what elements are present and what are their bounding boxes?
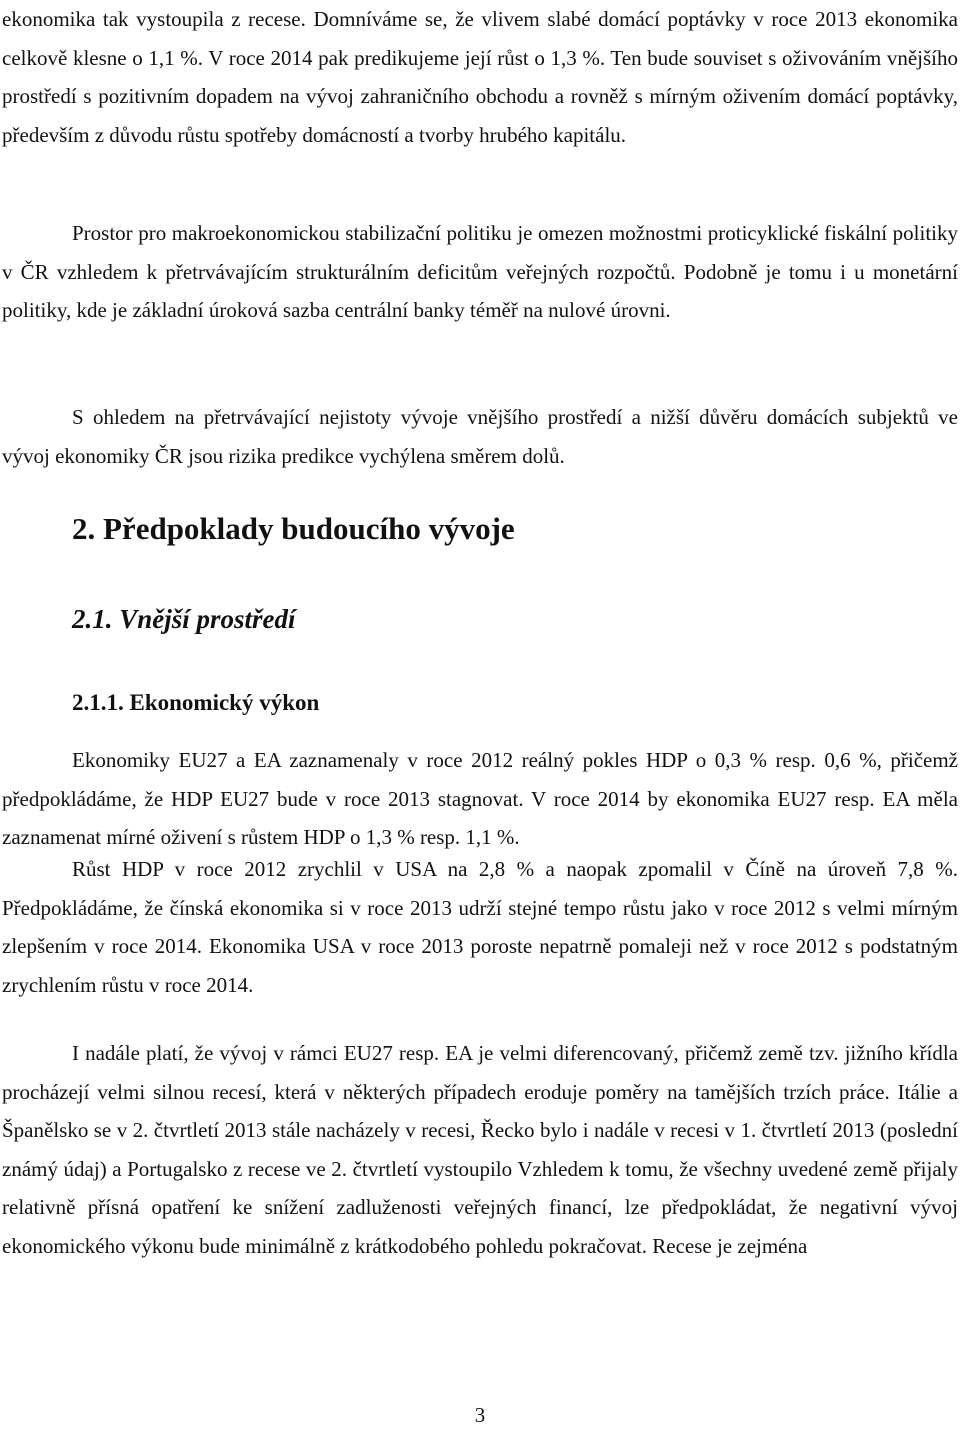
paragraph-stabilization-policy: Prostor pro makroekonomickou stabilizační politiku je omezen možnostmi proticyklické fiskální politiky v ČR vzhledem k přetrvávajícím strukturálním deficitům veřejných rozpočtů. Podobně je tomu i u monetární politiky, kde je základní úroková sazba centrální banky téměř na nulové úrovni.	[2, 221, 958, 322]
subsection-heading: 2.1. Vnější prostředí	[72, 604, 296, 634]
paragraph-southern-europe: I nadále platí, že vývoj v rámci EU27 resp. EA je velmi diferencovaný, přičemž země tzv. jižního křídla procházejí velmi silnou recesí, která v některých případech eroduje poměry na tamějších trzích práce. Itálie a Španělsko se v 2. čtvrtletí 2013 stále nacházely v recesi, Řecko bylo i nadále v recesi v 1. čtvrtletí 2013 (poslední známý údaj) a Portugalsko z recese ve 2. čtvrtletí vystoupilo Vzhledem k tomu, že všechny uvedené země přijaly relativně přísná opatření ke snížení zadluženosti veřejných financí, lze předpokládat, že negativní vývoj ekonomického výkonu bude minimálně z krátkodobého pohledu pokračovat. Recese je zejména	[2, 1041, 958, 1258]
subsubsection-heading: 2.1.1. Ekonomický výkon	[72, 690, 320, 715]
paragraph-eu-gdp: Ekonomiky EU27 a EA zaznamenaly v roce 2012 reálný pokles HDP o 0,3 % resp. 0,6 %, přičemž předpokládáme, že HDP EU27 bude v roce 2013 stagnovat. V roce 2014 by ekonomika EU27 resp. EA měla zaznamenat mírné oživení s růstem HDP o 1,3 % resp. 1,1 %.	[2, 748, 958, 849]
page-number: 3	[474, 1403, 486, 1427]
section-heading: 2. Předpoklady budoucího vývoje	[72, 511, 515, 546]
paragraph-recession-forecast: ekonomika tak vystoupila z recese. Domníváme se, že vlivem slabé domácí poptávky v roce 2013 ekonomika celkově klesne o 1,1 %. V roce 2014 pak predikujeme její růst o 1,3 %. Ten bude souviset s oživováním vnějšího prostředí s pozitivním dopadem na vývoj zahraničního obchodu a rovněž s mírným oživením domácí poptávky, především z důvodu růstu spotřeby domácností a tvorby hrubého kapitálu.	[2, 7, 958, 147]
paragraph-usa-china-gdp: Růst HDP v roce 2012 zrychlil v USA na 2,8 % a naopak zpomalil v Číně na úroveň 7,8 %. Předpokládáme, že čínská ekonomika si v roce 2013 udrží stejné tempo růstu jako v roce 2012 s velmi mírným zlepšením v roce 2014. Ekonomika USA v roce 2013 poroste nepatrně pomaleji než v roce 2012 s podstatným zrychlením růstu v roce 2014.	[2, 857, 958, 997]
paragraph-forecast-risks: S ohledem na přetrvávající nejistoty vývoje vnějšího prostředí a nižší důvěru domácích subjektů ve vývoj ekonomiky ČR jsou rizika predikce vychýlena směrem dolů.	[2, 405, 958, 468]
